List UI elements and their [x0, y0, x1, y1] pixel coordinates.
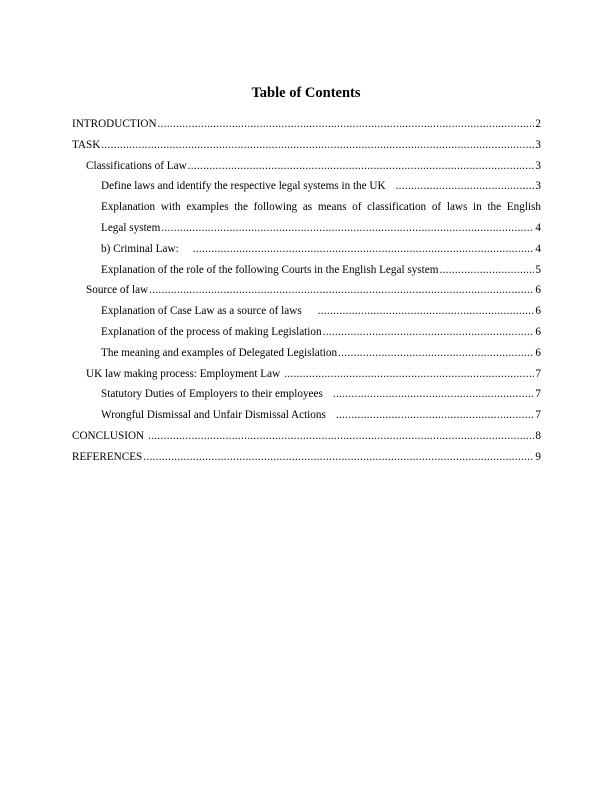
toc-entry-label-line1: Explanation with examples the following as means of classification of laws in the English [101, 201, 541, 214]
toc-entry-references[interactable] [72, 447, 541, 468]
toc-entry-statutory-duties[interactable] [72, 384, 541, 405]
toc-entry-label: Classifications of Law [86, 159, 187, 172]
toc-page-number: 6 [535, 284, 541, 297]
toc-dot-leader [333, 384, 535, 405]
toc-entry-label: Define laws and identify the respective legal systems in the UK [101, 180, 386, 193]
toc-dot-leader [396, 176, 535, 197]
toc-page-number: 3 [535, 180, 541, 193]
toc-page-number: 6 [535, 305, 541, 318]
toc-entry-label: Explanation of Case Law as a source of laws [101, 305, 302, 318]
toc-dot-leader [148, 426, 534, 447]
toc-dot-leader [158, 114, 535, 135]
toc-page-number: 2 [535, 118, 541, 130]
toc-page-number: 6 [535, 346, 541, 359]
toc-entry-label: Explanation of the process of making Legislation [101, 325, 322, 338]
toc-entry-explanation-classification-cont[interactable] [72, 218, 541, 239]
toc-dot-leader [193, 239, 535, 260]
toc-dot-leader [161, 218, 534, 239]
toc-page-number: 4 [535, 242, 541, 255]
toc-page-number: 3 [535, 138, 541, 151]
toc-entry-label: Statutory Duties of Employers to their employees [101, 388, 323, 401]
toc-entry-classifications-of-law[interactable] [72, 156, 541, 177]
toc-dot-leader [149, 280, 534, 301]
toc-dot-leader [323, 322, 535, 343]
toc-title: Table of Contents [251, 85, 361, 101]
toc-dot-leader [143, 447, 534, 468]
toc-entry-employment-law[interactable] [72, 364, 541, 385]
toc-dot-leader [439, 260, 534, 281]
toc-page-number: 9 [535, 450, 541, 463]
toc-page-number: 7 [535, 367, 541, 380]
toc-entry-label-line2: Legal system [101, 221, 161, 234]
toc-entry-wrongful-dismissal[interactable] [72, 405, 541, 426]
toc-entry-label: CONCLUSION [72, 429, 145, 442]
toc-entry-label: UK law making process: Employment Law [86, 367, 281, 380]
toc-dot-leader [188, 156, 535, 177]
toc-dot-leader [101, 135, 534, 156]
toc-entry-label: REFERENCES [72, 450, 143, 463]
toc-entry-label: Source of law [86, 284, 149, 297]
toc-entry-case-law[interactable] [72, 301, 541, 322]
toc-entry-label: TASK [72, 138, 101, 151]
toc-entry-task[interactable] [72, 135, 541, 156]
toc-dot-leader [284, 364, 534, 385]
toc-dot-leader [338, 343, 534, 364]
toc-entry-conclusion[interactable] [72, 426, 541, 447]
toc-entry-define-laws[interactable] [72, 176, 541, 197]
toc-entry-introduction[interactable] [72, 114, 541, 135]
toc-entry-explanation-classification[interactable] [72, 197, 541, 218]
toc-entry-label: The meaning and examples of Delegated Legislation [101, 346, 338, 359]
toc-entry-label: Wrongful Dismissal and Unfair Dismissal Actions [101, 409, 326, 422]
toc-entry-label: b) Criminal Law: [101, 242, 179, 255]
toc-page-number: 6 [535, 325, 541, 338]
toc-dot-leader [318, 301, 535, 322]
toc-entry-label: INTRODUCTION [72, 118, 157, 130]
toc-entry-role-of-courts[interactable] [72, 260, 541, 281]
toc-entry-making-legislation[interactable] [72, 322, 541, 343]
toc-entry-label: Explanation of the role of the following Courts in the English Legal system [101, 263, 439, 276]
toc-dot-leader [336, 405, 535, 426]
toc-page-number: 8 [535, 429, 541, 442]
toc-entry-criminal-law[interactable] [72, 239, 541, 260]
toc-page-number: 7 [535, 409, 541, 422]
toc-page-number: 4 [535, 221, 541, 234]
toc-entry-source-of-law[interactable] [72, 280, 541, 301]
toc-page-number: 7 [535, 388, 541, 401]
toc-page-number: 5 [535, 263, 541, 276]
toc-page-number: 3 [535, 159, 541, 172]
toc-entry-delegated-legislation[interactable] [72, 343, 541, 364]
table-of-contents [72, 114, 541, 468]
